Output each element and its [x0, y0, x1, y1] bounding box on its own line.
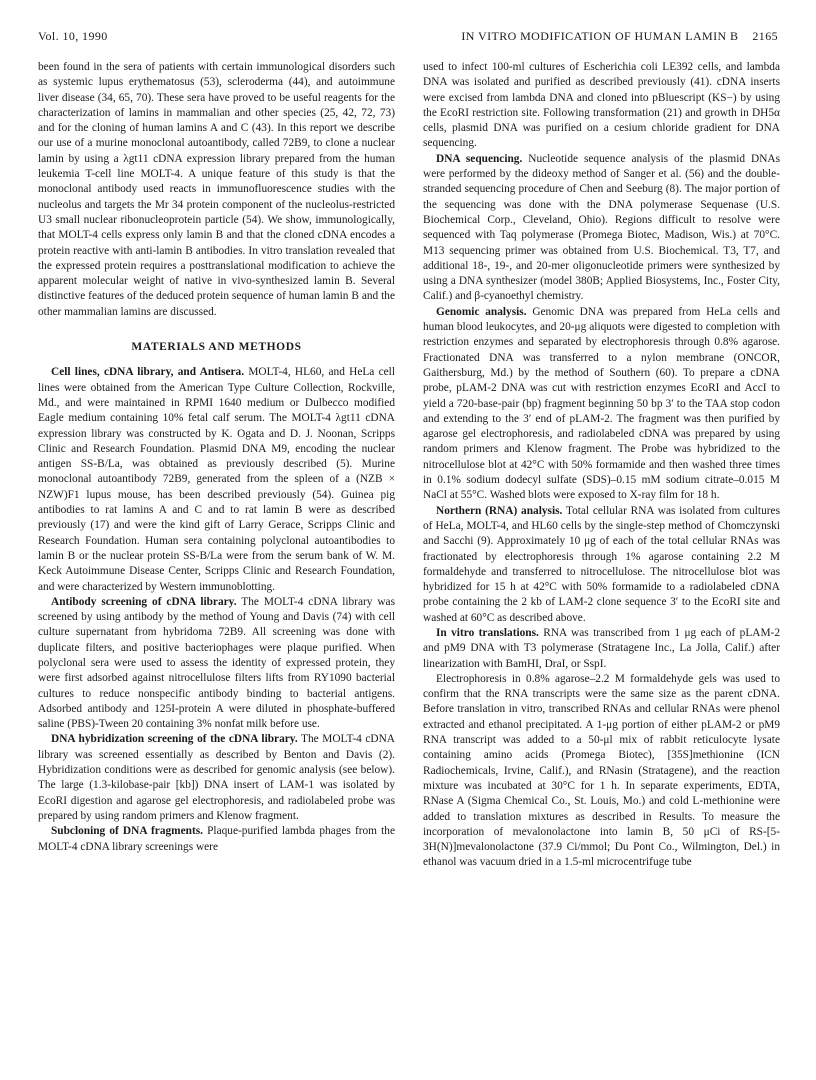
genomic-heading: Genomic analysis.	[436, 305, 527, 318]
northern-text: Total cellular RNA was isolated from cultures of HeLa, MOLT-4, and HL60 cells by the single-step method of Chomczynski and Sacchi (9). Approximately 10 μg of each of the total cellular RNAs was fractionated by electrophoresis through 1% agarose containing 2.2 M formaldehyde and transferred to nitrocellulose. The nitrocellulose blot was hybridized for 15 h at 42°C with 50% formamide to a radiolabeled cDNA probe containing the 2 kb of LAM-2 clone sequence 3′ to the EcoRI site and washed at 60°C as described above.	[423, 504, 780, 624]
electrophoresis-paragraph: Electrophoresis in 0.8% agarose–2.2 M formaldehyde gels was used to confirm that the RNA transcripts were the same size as the parent cDNA. Before translation in vitro, transcribed RNAs and cellular RNAs were phenol extracted and ethanol precipitated. A 1-μg portion of either pLAM-2 or pM9 RNA transcript was added to a 50-μl mix of rabbit reticulocyte lysate containing amino acids (Promega Biotec), [35S]methionine (ICN Radiochemicals, Irvine, Calif.), and RNasin (Stratagene), and the reaction mixture was incubated at 30°C for 1 h. In separate experiments, EDTA, RNase A (Sigma Chemical Co., St. Louis, Mo.) and cold L-methionine were added to translation mixtures as described in Results. To measure the incorporation of mevalonolactone into lamin B, 50 μCi of RS-[5-3H(N)]mevalonolactone (37.9 Ci/mmol; Du Pont Co., Wilmington, Del.) in ethanol was vacuum dried in a 1.5-ml microcentrifuge tube	[423, 672, 780, 869]
hybridization-text: The MOLT-4 cDNA library was screened essentially as described by Benton and Davis (2). Hybridization conditions were as described for genomic analysis (see below). The large (1.3-kilobase-pair [kb]) DNA insert of LAM-1 was isolated by EcoRI digestion and agarose gel electrophoresis, and radiolabeled probe was prepared by using random primers and Klenow fragment.	[38, 733, 395, 822]
subcloning-text: Plaque-purified lambda phages from the MOLT-4 cDNA library screenings were	[38, 825, 395, 853]
genomic-text: Genomic DNA was prepared from HeLa cells and human blood leukocytes, and 20-μg aliquots were digested to completion with restriction enzymes and separated by electrophoresis through 0.8% agarose. Fractionated DNA was transferred to a nylon membrane (ONCOR, Gaithersburg, Md.) by the method of Southern (60). To prepare a cDNA probe, pLAM-2 DNA was cut with restriction enzymes EcoRI and AccI to yield a 720-base-pair (bp) fragment beginning 50 bp 3′ to the TAA stop codon and extending to the 3′ end of pLAM-2. The fragment was then purified by agarose gel electrophoresis, and radiolabeled cDNA was prepared by using random primers and Klenow fragment. The Probe was hybridized to the nitrocellulose blot at 42°C with 50% formamide and then washed three times in 0.1% sodium dodecyl sulfate (SDS)–0.15 mM sodium citrate–0.015 M NaCl at 55°C. Washed blots were exposed to X-ray film for 18 h.	[423, 305, 780, 502]
left-column	[38, 60, 395, 855]
page-number: 2165	[752, 29, 778, 43]
section-title: MATERIALS AND METHODS	[131, 341, 302, 354]
antibody-screening-heading: Antibody screening of cDNA library.	[51, 595, 237, 608]
subcloning-heading: Subcloning of DNA fragments.	[51, 825, 203, 838]
running-head	[38, 29, 778, 49]
subcloning-paragraph	[38, 824, 395, 855]
northern-paragraph	[423, 504, 780, 626]
translation-paragraph	[423, 626, 780, 672]
running-title: IN VITRO MODIFICATION OF HUMAN LAMIN B	[461, 29, 739, 43]
continued-paragraph: used to infect 100-ml cultures of Escherichia coli LE392 cells, and lambda DNA was isolated and purified as described previously (41). cDNA inserts were excised from lambda DNA and cloned into pBluescript (KS−) by using the EcoRI restriction site. Following transformation (21) and growth in DH5α cells, plasmid DNA was purified on a cesium chloride gradient for DNA sequencing.	[423, 61, 780, 150]
cell-lines-text: MOLT-4, HL60, and HeLa cell lines were obtained from the American Type Culture Collection, Rockville, Md., and were maintained in RPMI 1640 medium or Dulbecco modified Eagle medium containing 10% fetal calf serum. The MOLT-4 λgt11 cDNA expression library was constructed by K. Ogata and D. J. Noonan, Scripps Clinic and Research Foundation. Plasmid DNA M9, encoding the nuclear antigen SS-B/La, was obtained as previously described (5). Murine monoclonal autoantibody 72B9, generated from the spleen of a (NZB × NZW)F1 lupus mouse, has been described previously (54). Guinea pig antibodies to rat lamins A and C and to rat lamin B were as described previously (17) and were the kind gift of Larry Gerace, Scripps Clinic and Research Foundation. Human sera containing polyclonal autoantibodies to lamin B or the nuclear protein SS-B/La were from the serum bank of W. M. Keck Autoimmune Disease Center, Scripps Clinic and Research Foundation, and were characterized by Western immunoblotting.	[38, 366, 395, 593]
right-column	[423, 60, 780, 871]
cell-lines-heading: Cell lines, cDNA library, and Antisera.	[51, 366, 245, 379]
sequencing-text: Nucleotide sequence analysis of the plasmid DNAs were performed by the dideoxy method of Sanger et al. (56) and the double-stranded sequencing procedure of Chen and Seeburg (8). The major portion of the sequencing was done with the DNA polymerase Sequenase (U.S. Biochemical Corp., Cleveland, Ohio). Regions difficult to resolve were sequenced with Taq polymerase (Promega Biotec, Madison, Wis.) at 70°C. M13 sequencing primer was obtained from U.S. Biochemical. T3, T7, and additional 18-, 19-, and 20-mer oligonucleotide primers were synthesized by using a DNA synthesizer (model 380B; Applied Biosystems, Inc., Foster City, Calif.) and β-cyanoethyl chemistry.	[423, 152, 781, 303]
antibody-screening-paragraph	[38, 595, 395, 733]
cell-lines-paragraph	[38, 365, 395, 594]
running-title-group	[447, 29, 778, 44]
intro-paragraph: been found in the sera of patients with certain immunological disorders such as systemic lupus erythematosus (53), scleroderma (44), and autoimmune liver disease (34, 65, 70). These sera have proved to be useful reagents for the characterization of lamins in mammalian and other species (25, 42, 72, 73) and for the cloning of human lamins A and C (43). In this report we describe our use of a murine monoclonal autoantibody, called 72B9, to clone a nuclear lamin by using a λgt11 cDNA expression library prepared from the human leukemia T-cell line MOLT-4. A unique feature of this study is that the monoclonal antibody used reacts in immunofluorescence studies with the nucleolus and targets the Mr 34 protein component of the nucleolus-restricted U3 small nuclear ribonucleoprotein particle (54). We show, immunologically, that MOLT-4 cells express only lamin B and that the cloned cDNA encodes a protein reactive with anti-lamin B antibodies. In vitro translation revealed that the expressed protein requires a posttranslational modification to achieve the apparent molecular weight of native in vivo-synthesized lamin B. Several distinctive features of the deduced protein sequence of human lamin B and the other mammalian lamins are discussed.	[38, 61, 395, 318]
translation-text: RNA was transcribed from 1 μg each of pLAM-2 and pM9 DNA with T3 polymerase (Stratagene Inc., La Jolla, Calif.) after linearization with BamHI, DraI, or SspI.	[423, 626, 780, 670]
sequencing-paragraph	[423, 152, 780, 305]
volume-label: Vol. 10, 1990	[38, 29, 108, 43]
genomic-paragraph	[423, 305, 780, 504]
antibody-screening-text: The MOLT-4 cDNA library was screened by using antibody by the method of Young and Davis (74) with cell culture supernatant from hybridoma 72B9. All screening was done with duplicate filters, and positive bacteriophages were plaque purified. When polyclonal sera were used to assess the identity of expressed protein, they were first adsorbed against nitrocellulose filters lifts from RY1090 bacterial cultures to reduce nonspecific antibody binding to bacterial antigens. Adsorbed antibody and 125I-protein A were diluted in phosphate-buffered saline (PBS)-Tween 20 containing 3% nonfat milk before use.	[38, 595, 395, 731]
hybridization-heading: DNA hybridization screening of the cDNA library.	[51, 733, 298, 746]
translation-heading: In vitro translations.	[436, 626, 539, 639]
northern-heading: Northern (RNA) analysis.	[436, 504, 563, 517]
sequencing-heading: DNA sequencing.	[436, 152, 523, 165]
hybridization-paragraph	[38, 732, 395, 824]
